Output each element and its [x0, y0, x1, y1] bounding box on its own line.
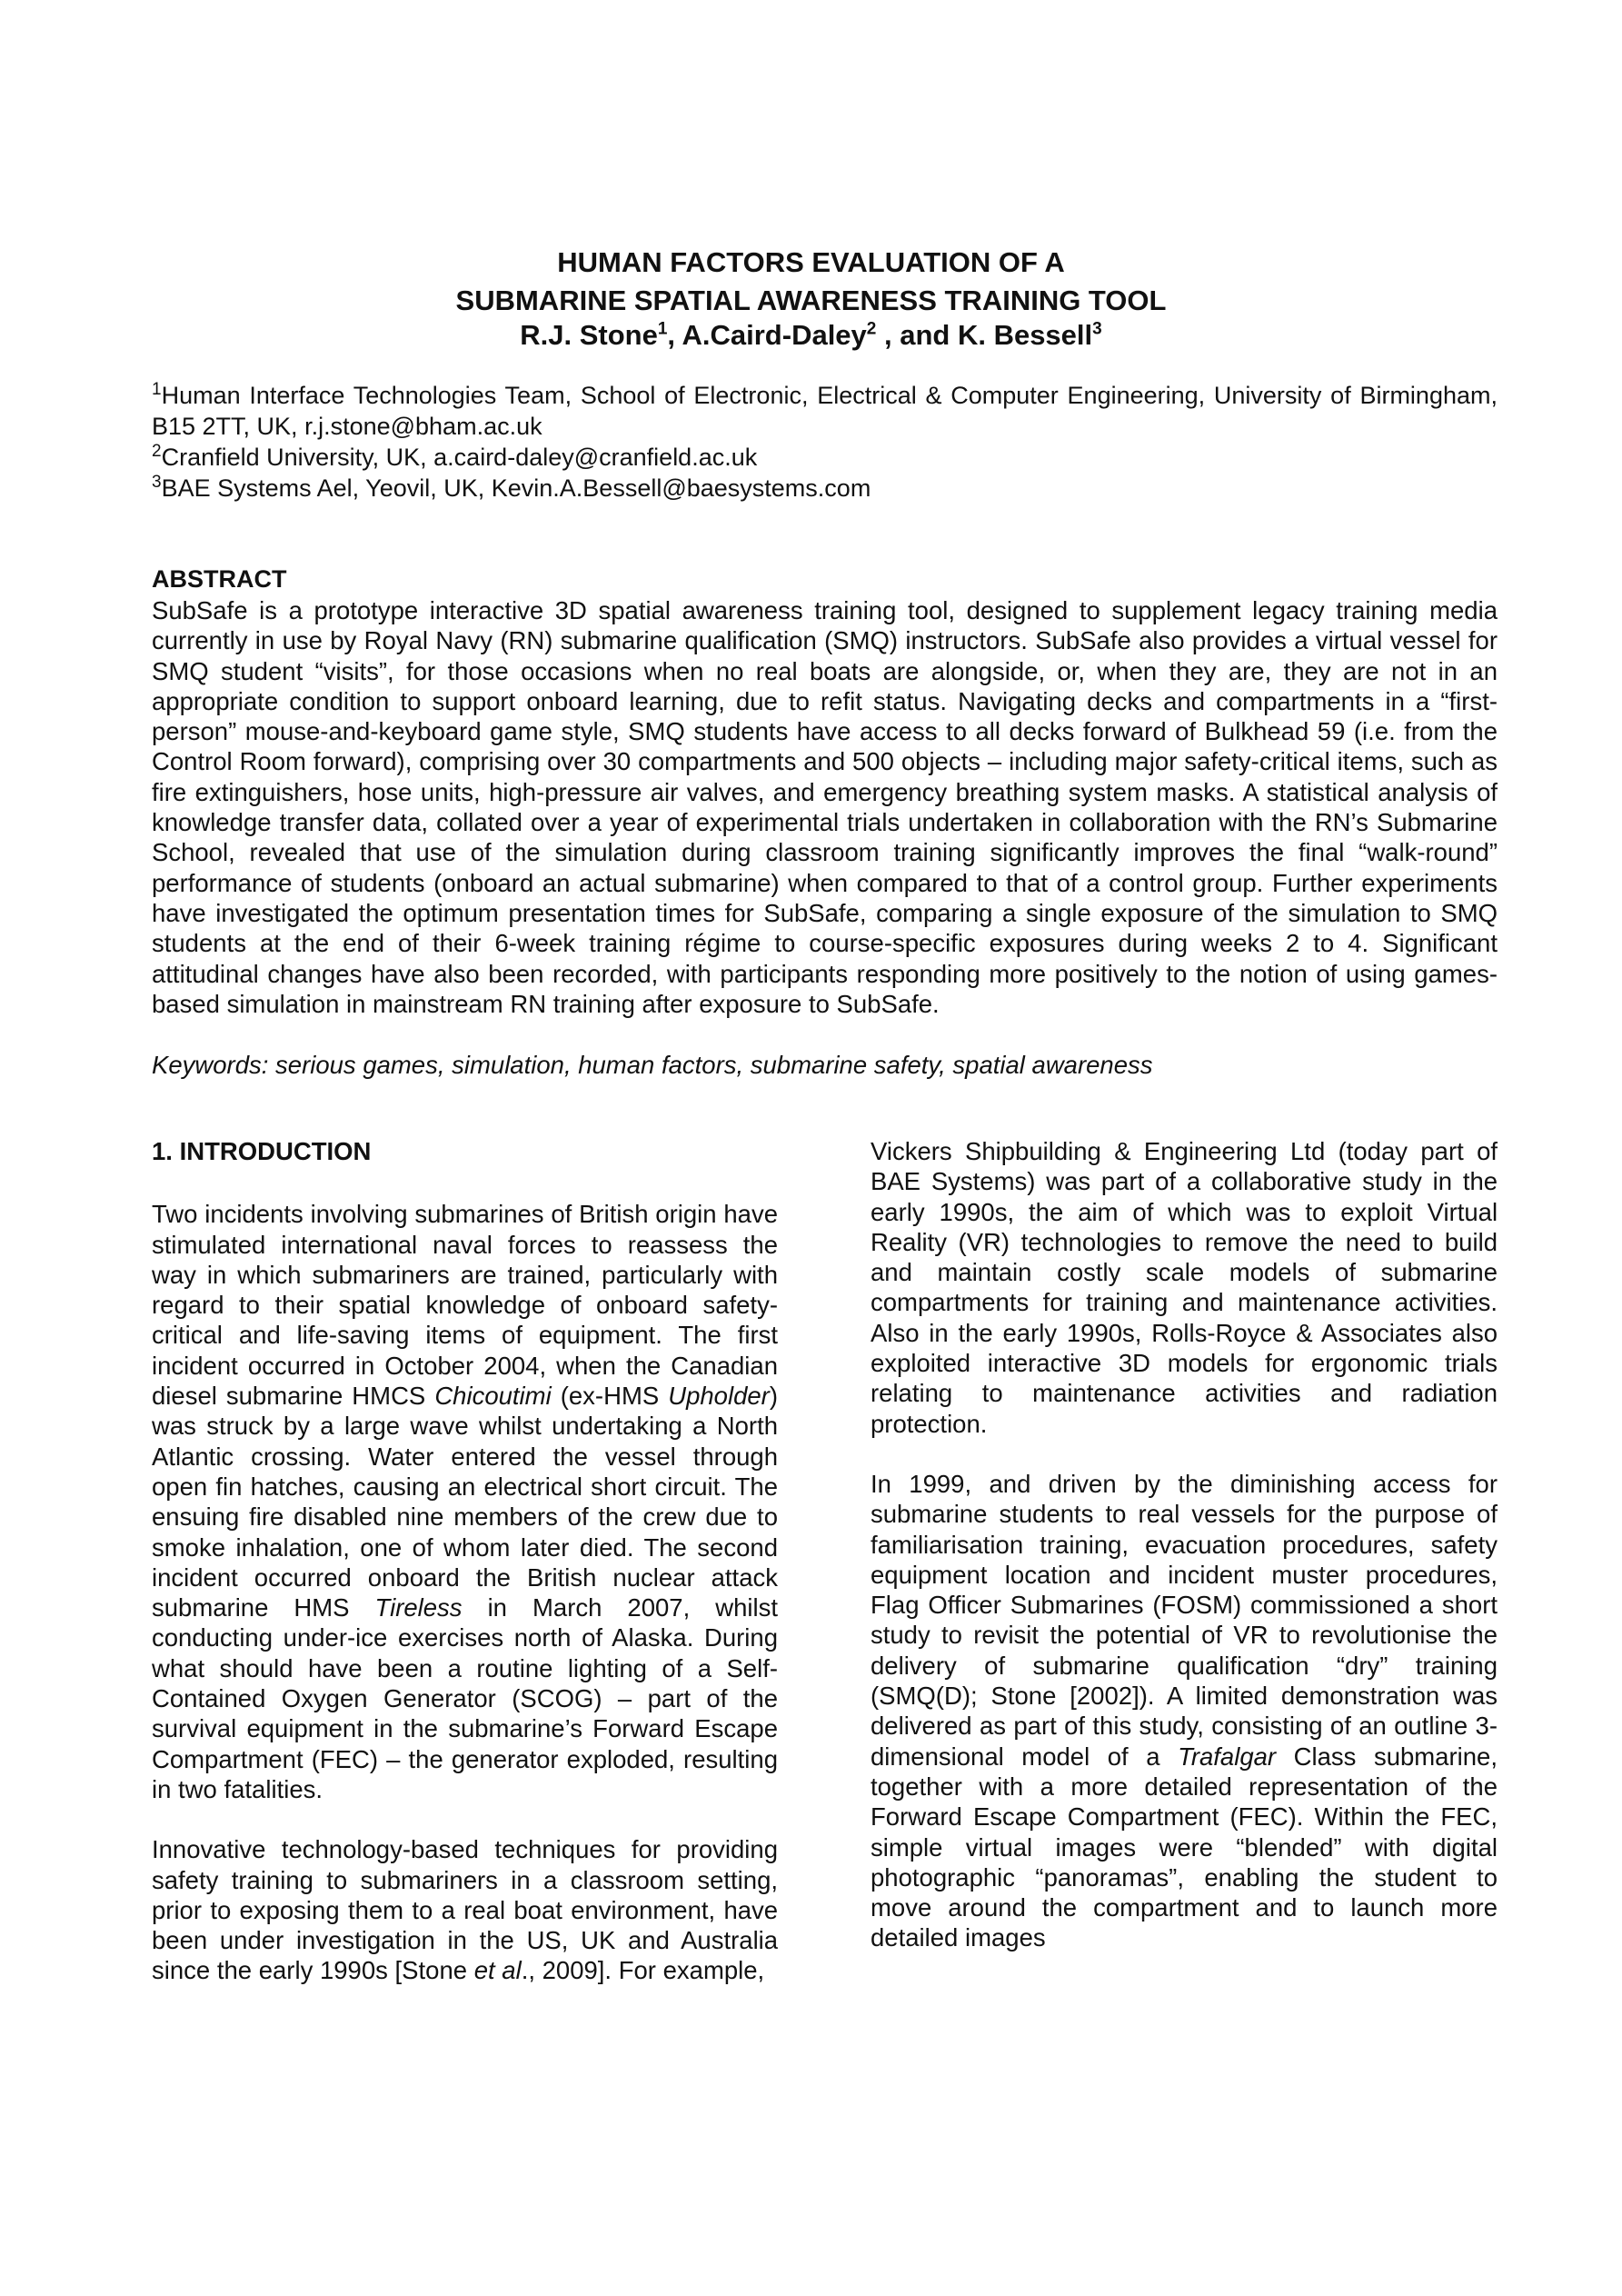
affiliation-mark: 1 — [152, 380, 162, 399]
affiliation — [152, 380, 1498, 442]
text-run — [1294, 1349, 1311, 1377]
text-run: was — [1246, 1197, 1291, 1226]
text-run: interactive — [987, 1349, 1102, 1378]
text-run — [284, 1926, 296, 1954]
text-run — [947, 1228, 958, 1256]
text-run: part — [1100, 1167, 1145, 1196]
affiliation — [152, 442, 1498, 473]
text-run: BAE — [871, 1167, 921, 1196]
affiliation-text: Cranfield University, UK, a.caird-daley@cranfield.ac.uk — [161, 444, 758, 471]
affiliation — [152, 473, 1498, 504]
text-run — [1031, 1258, 1057, 1286]
text-run: the — [1462, 1167, 1498, 1196]
text-run — [661, 1835, 676, 1863]
text-run — [970, 1349, 988, 1377]
text-run — [1029, 1288, 1042, 1316]
text-run: early — [258, 1956, 313, 1985]
text-run: & — [1114, 1137, 1131, 1165]
text-run — [1120, 1258, 1146, 1286]
text-run: compartments — [871, 1288, 1030, 1317]
text-run — [1422, 1167, 1433, 1195]
text-run — [562, 1896, 571, 1924]
paper-title-line-1: HUMAN FACTORS EVALUATION OF A — [557, 246, 1065, 278]
text-run: Shipbuilding — [965, 1137, 1101, 1165]
text-run: of — [1132, 1197, 1154, 1226]
text-run — [1301, 1379, 1331, 1407]
text-run: in — [929, 1318, 949, 1347]
author-affiliation-mark: 3 — [1092, 319, 1102, 339]
text-run: to — [981, 1379, 1003, 1408]
text-run: in March 2007, whilst conducting under-ice exercises north of Alaska. During what should have been a routine lighting of a Self-Contained Oxygen Generator (SCOG) – part of the survival equipment in the submarine’s Forward Escape Compartment (FEC) – the generator exploded, resulting in two fatalities. — [152, 1593, 778, 1803]
text-run — [615, 1835, 631, 1863]
text-run — [455, 1896, 463, 1924]
italic-text-run: Trafalgar — [1178, 1742, 1277, 1771]
text-run: ergonomic — [1310, 1349, 1428, 1378]
text-run — [207, 1926, 220, 1954]
text-run: to — [412, 1895, 433, 1924]
text-run: Associates — [1320, 1318, 1442, 1347]
text-run: activities. — [1394, 1288, 1498, 1317]
text-run: models — [1167, 1349, 1249, 1378]
section-heading-introduction: 1. INTRODUCTION — [152, 1137, 372, 1165]
text-run — [1464, 1137, 1477, 1165]
text-run — [1289, 1228, 1299, 1256]
text-run — [684, 1866, 697, 1894]
text-run — [949, 1319, 959, 1347]
text-run: which — [1168, 1197, 1232, 1226]
text-run — [514, 1926, 527, 1954]
text-run: ., — [521, 1956, 535, 1985]
text-run — [1057, 1319, 1067, 1347]
text-run: the — [216, 1956, 253, 1985]
text-run: them — [347, 1895, 404, 1924]
text-run — [670, 1926, 681, 1954]
text-run: radiation — [1401, 1379, 1498, 1408]
text-run — [1072, 1288, 1086, 1316]
author-name: K. Bessell — [957, 319, 1093, 351]
text-run: techniques — [494, 1835, 616, 1864]
text-run — [505, 1896, 513, 1924]
text-run — [1356, 1258, 1381, 1286]
author-separator: , and — [876, 319, 958, 351]
text-run: UK — [581, 1926, 616, 1955]
text-run — [347, 1866, 360, 1894]
author-name: R.J. Stone — [520, 319, 658, 351]
text-run — [1161, 1228, 1172, 1256]
text-run — [1224, 1288, 1238, 1316]
text-run — [612, 1956, 619, 1984]
text-run: to — [1412, 1227, 1434, 1256]
text-run: (today — [1338, 1137, 1408, 1165]
italic-text-run: et — [473, 1956, 495, 1985]
text-run — [1326, 1198, 1340, 1226]
text-run: Reality — [871, 1227, 948, 1256]
text-run: setting, — [697, 1865, 779, 1894]
text-run: the — [1029, 1197, 1064, 1226]
text-run: protection. — [871, 1409, 988, 1438]
text-run — [1428, 1349, 1445, 1377]
text-run — [1144, 1167, 1155, 1195]
text-run — [1063, 1198, 1078, 1226]
author-name: A.Caird-Daley — [682, 319, 867, 351]
text-run — [1141, 1319, 1151, 1347]
paragraph — [871, 1469, 1498, 1953]
text-run — [1351, 1167, 1362, 1195]
affiliation-text: Human Interface Technologies Team, School of Electronic, Electrical & Computer Engineering, University of Birmingham, B15 2TT, UK, r.j.stone@bham.ac.uk — [152, 382, 1498, 440]
text-run — [1153, 1198, 1168, 1226]
text-run — [1286, 1319, 1296, 1347]
paragraph — [152, 1834, 778, 1985]
text-run — [1176, 1379, 1206, 1407]
text-run — [1381, 1288, 1395, 1316]
text-run: 1990s, — [939, 1197, 1015, 1226]
text-run: Australia — [681, 1926, 779, 1955]
text-run — [467, 1926, 480, 1954]
text-run — [1003, 1379, 1033, 1407]
affiliation-mark: 2 — [152, 442, 162, 461]
text-run: prior — [152, 1895, 203, 1924]
text-run — [231, 1896, 239, 1924]
text-run — [568, 1926, 581, 1954]
text-run — [557, 1866, 570, 1894]
author-affiliation-mark: 2 — [866, 319, 877, 339]
text-run: 2009]. — [542, 1956, 612, 1985]
text-run: to — [1305, 1197, 1327, 1226]
text-run: submarine — [1380, 1258, 1498, 1287]
author-line — [0, 316, 1622, 354]
text-run: in — [447, 1926, 467, 1955]
text-run: scale — [1145, 1258, 1205, 1287]
text-run: costly — [1057, 1258, 1121, 1287]
text-run — [1248, 1349, 1265, 1377]
text-run: remove — [1204, 1227, 1289, 1256]
text-run — [1309, 1258, 1335, 1286]
text-run: Class submarine, together with a more detailed representation of the Forward Escape Compartment (FEC). Within the FEC, simple virtual images were “blended” with digital photographic “panoramas”, enabling the student to move around the compartment and to launch more detailed images — [871, 1742, 1498, 1952]
text-run: technologies — [1020, 1227, 1161, 1256]
text-run: to — [210, 1895, 232, 1924]
text-run: activities — [1205, 1379, 1301, 1408]
text-run — [1401, 1228, 1412, 1256]
text-run: the — [958, 1318, 993, 1347]
text-run: ) was struck by a large wave whilst undertaking a North Atlantic crossing. Water entered the vessel through open fin hatches, causing an electrical short circuit. The ensuing fire disabled nine members of the crew due to smoke inhalation, one of whom later died. The second incident occurred onboard the British nuclear attack submarine HMS — [152, 1382, 778, 1622]
text-run — [1325, 1137, 1338, 1165]
text-run: part — [1420, 1137, 1464, 1165]
text-run: Vickers — [871, 1137, 952, 1165]
text-run: exposing — [239, 1895, 340, 1924]
text-run: trials — [1444, 1349, 1498, 1378]
paragraph-continued — [871, 1136, 1498, 1439]
text-run: Innovative — [152, 1835, 266, 1864]
text-run: training — [1086, 1288, 1169, 1317]
text-run — [1232, 1198, 1247, 1226]
text-run: US, — [526, 1926, 569, 1955]
text-run — [1452, 1167, 1463, 1195]
text-run: technology-based — [281, 1835, 479, 1864]
text-run: example, — [662, 1956, 765, 1985]
text-run: been — [152, 1926, 208, 1955]
text-run: Ltd — [1290, 1137, 1326, 1165]
text-run — [479, 1835, 494, 1863]
text-run — [313, 1956, 320, 1984]
affiliation-text: BAE Systems Ael, Yeovil, UK, Kevin.A.Bessell@baesystems.com — [161, 474, 871, 502]
text-run: relating — [871, 1379, 953, 1408]
text-run — [1176, 1167, 1187, 1195]
text-run — [656, 1956, 663, 1984]
text-run: [Stone — [394, 1956, 468, 1985]
text-run — [615, 1926, 628, 1954]
text-run: safety — [152, 1865, 219, 1894]
text-run: the — [479, 1926, 514, 1955]
text-run: (ex-HMS — [551, 1382, 669, 1411]
text-run — [433, 1896, 441, 1924]
text-run: early — [1002, 1318, 1058, 1347]
text-run: early — [871, 1197, 925, 1226]
text-run — [1090, 1167, 1101, 1195]
text-run: In 1999, and driven by the diminishing access for submarine students to real vessels for the purpose of familiarisation training, evacuation procedures, safety equipment location and incident muster procedures, Flag Officer Submarines (FOSM) commissioned a short study to revisit the potential of VR to revolutionise the delivery of submarine qualification “dry” training (SMQ(D); Stone [2002]). A limited demonstration was delivered as part of this study, consisting of an outline 3-dimensional model of a — [871, 1469, 1498, 1771]
italic-text-run: al — [502, 1956, 522, 1985]
text-run: a — [441, 1895, 455, 1924]
text-run: also — [1451, 1318, 1498, 1347]
text-run — [313, 1866, 326, 1894]
text-run — [1150, 1349, 1168, 1377]
text-run: training — [231, 1865, 313, 1894]
author-separator: , — [667, 319, 682, 351]
text-run: (VR) — [958, 1227, 1010, 1256]
text-run: under — [219, 1926, 284, 1955]
text-run: maintain — [937, 1258, 1032, 1287]
text-run — [340, 1896, 348, 1924]
italic-text-run: Chicoutimi — [434, 1382, 552, 1411]
text-run: study — [1362, 1167, 1422, 1196]
text-run: Virtual — [1427, 1197, 1498, 1226]
text-run: 3D — [1118, 1349, 1150, 1378]
text-run: the — [1299, 1227, 1335, 1256]
text-run — [531, 1866, 543, 1894]
text-run — [1014, 1198, 1029, 1226]
text-run — [1035, 1167, 1046, 1195]
text-run — [218, 1866, 231, 1894]
text-run: investigation — [295, 1926, 435, 1955]
text-run: of — [1477, 1137, 1498, 1165]
text-run: have — [723, 1895, 779, 1924]
text-run — [1372, 1379, 1402, 1407]
text-run: for — [1042, 1288, 1072, 1317]
text-run: exploited — [871, 1349, 971, 1378]
text-run: boat — [513, 1895, 562, 1924]
text-run — [1290, 1198, 1305, 1226]
text-run — [1101, 1349, 1119, 1377]
text-run: 1990s — [319, 1956, 388, 1985]
right-column — [871, 1136, 1498, 1983]
left-column — [152, 1136, 778, 2016]
text-run: Rolls-Royce — [1151, 1318, 1287, 1347]
text-run — [1101, 1137, 1114, 1165]
text-run: & — [1296, 1318, 1313, 1347]
text-run: in — [1432, 1167, 1453, 1196]
affiliations — [152, 380, 1498, 504]
text-run: to — [1172, 1227, 1194, 1256]
text-run — [920, 1319, 930, 1347]
abstract-body: SubSafe is a prototype interactive 3D spatial awareness training tool, designed to supplement legacy training media currently in use by Royal Navy (RN) submarine qualification (SMQ) instructors. SubSafe also provides a virtual vessel for SMQ student “visits”, for those occasions when no real boats are alongside, or, when they are, they are not in an appropriate condition to support onboard learning, due to refit status. Navigating decks and compartments in a “first-person” mouse-and-keyboard game style, SMQ students have access to all decks forward of Bulkhead 59 (i.e. from the Control Room forward), comprising over 30 compartments and 500 objects – including major safety-critical items, such as fire extinguishers, hose units, high-pressure air valves, and emergency breathing system masks. A statistical analysis of knowledge transfer data, collated over a year of experimental trials undertaken in collaboration with the RN’s Submarine School, revealed that use of the simulation during classroom training significantly improves the final “walk-round” performance of students (onboard an actual submarine) when compared to that of a control group. Further experiments have investigated the optimum presentation times for SubSafe, comparing a single exposure of the simulation to SMQ students at the end of their 6-week training régime to course-specific exposures during weeks 2 to 4. Significant attitudinal changes have also been recorded, with participants responding more positively to the notion of using games-based simulation in mainstream RN training after exposure to SubSafe. — [152, 596, 1498, 1018]
text-run: of — [1155, 1167, 1177, 1196]
text-run — [1313, 1319, 1321, 1347]
text-run — [1131, 1137, 1144, 1165]
text-run: in — [511, 1865, 531, 1894]
text-run: Engineering — [1143, 1137, 1278, 1165]
text-run: submariners — [360, 1865, 498, 1894]
text-run: since — [152, 1956, 211, 1985]
text-run: For — [618, 1956, 656, 1985]
text-run: build — [1444, 1227, 1498, 1256]
text-run: need — [1345, 1227, 1401, 1256]
text-run — [1334, 1228, 1345, 1256]
text-run — [952, 1379, 982, 1407]
text-run: maintenance — [1238, 1288, 1381, 1317]
text-run: classroom — [570, 1865, 684, 1894]
text-run: real — [463, 1895, 506, 1924]
text-run: and — [871, 1258, 912, 1287]
text-run — [1204, 1258, 1229, 1286]
text-run: of — [1335, 1258, 1356, 1287]
text-run: and — [628, 1926, 670, 1955]
text-run: was — [1046, 1167, 1091, 1196]
paragraph — [152, 1199, 778, 1804]
text-run — [1193, 1228, 1204, 1256]
text-run — [1168, 1288, 1181, 1316]
text-run — [535, 1956, 542, 1984]
text-run — [912, 1258, 938, 1286]
italic-text-run: Upholder — [668, 1382, 770, 1411]
text-run — [952, 1137, 965, 1165]
text-run — [1433, 1228, 1444, 1256]
text-run: environment, — [571, 1895, 716, 1924]
text-run — [1119, 1198, 1133, 1226]
text-run — [1408, 1137, 1420, 1165]
text-run: models — [1229, 1258, 1310, 1287]
text-run: for — [631, 1835, 661, 1864]
text-run — [993, 1319, 1003, 1347]
text-run: maintenance — [1032, 1379, 1176, 1408]
text-run: Systems) — [930, 1167, 1036, 1196]
text-run: 1990s, — [1066, 1318, 1142, 1347]
text-run — [265, 1835, 281, 1863]
text-run — [1442, 1319, 1452, 1347]
author-affiliation-mark: 1 — [657, 319, 668, 339]
text-run: aim — [1078, 1197, 1119, 1226]
paper-title-line-2: SUBMARINE SPATIAL AWARENESS TRAINING TOOL — [455, 285, 1167, 316]
text-run — [498, 1866, 511, 1894]
text-run — [467, 1956, 474, 1984]
text-run: collaborative — [1210, 1167, 1352, 1196]
affiliation-mark: 3 — [152, 473, 162, 492]
text-run: a — [1186, 1167, 1201, 1196]
text-run: providing — [676, 1835, 779, 1864]
abstract-heading: ABSTRACT — [152, 565, 287, 593]
text-run — [920, 1167, 931, 1195]
text-run: for — [1265, 1349, 1295, 1378]
text-run — [202, 1896, 210, 1924]
text-run: Two incidents involving submarines of British origin have stimulated international naval forces to reassess the way in which submariners are trained, particularly with regard to their spatial knowledge of onboard safety-critical and life-saving items of equipment. The first incident occurred in October 2004, when the Canadian diesel submarine HMCS — [152, 1200, 778, 1411]
text-run — [1413, 1198, 1428, 1226]
text-run: exploit — [1340, 1197, 1413, 1226]
text-run: and — [1330, 1379, 1373, 1408]
text-run: and — [1181, 1288, 1224, 1317]
text-run — [1278, 1137, 1290, 1165]
text-run — [252, 1956, 259, 1984]
text-run — [925, 1198, 940, 1226]
text-run: Also — [871, 1318, 920, 1347]
text-run — [403, 1896, 412, 1924]
text-run: a — [543, 1865, 558, 1894]
italic-text-run: Tireless — [374, 1593, 463, 1622]
text-run — [435, 1926, 448, 1954]
keywords: Keywords: serious games, simulation, human factors, submarine safety, spatial awareness — [152, 1051, 1153, 1079]
text-run — [1200, 1167, 1211, 1195]
text-run — [210, 1956, 217, 1984]
text-run — [1010, 1228, 1020, 1256]
text-run — [388, 1956, 395, 1984]
text-run: to — [326, 1865, 348, 1894]
